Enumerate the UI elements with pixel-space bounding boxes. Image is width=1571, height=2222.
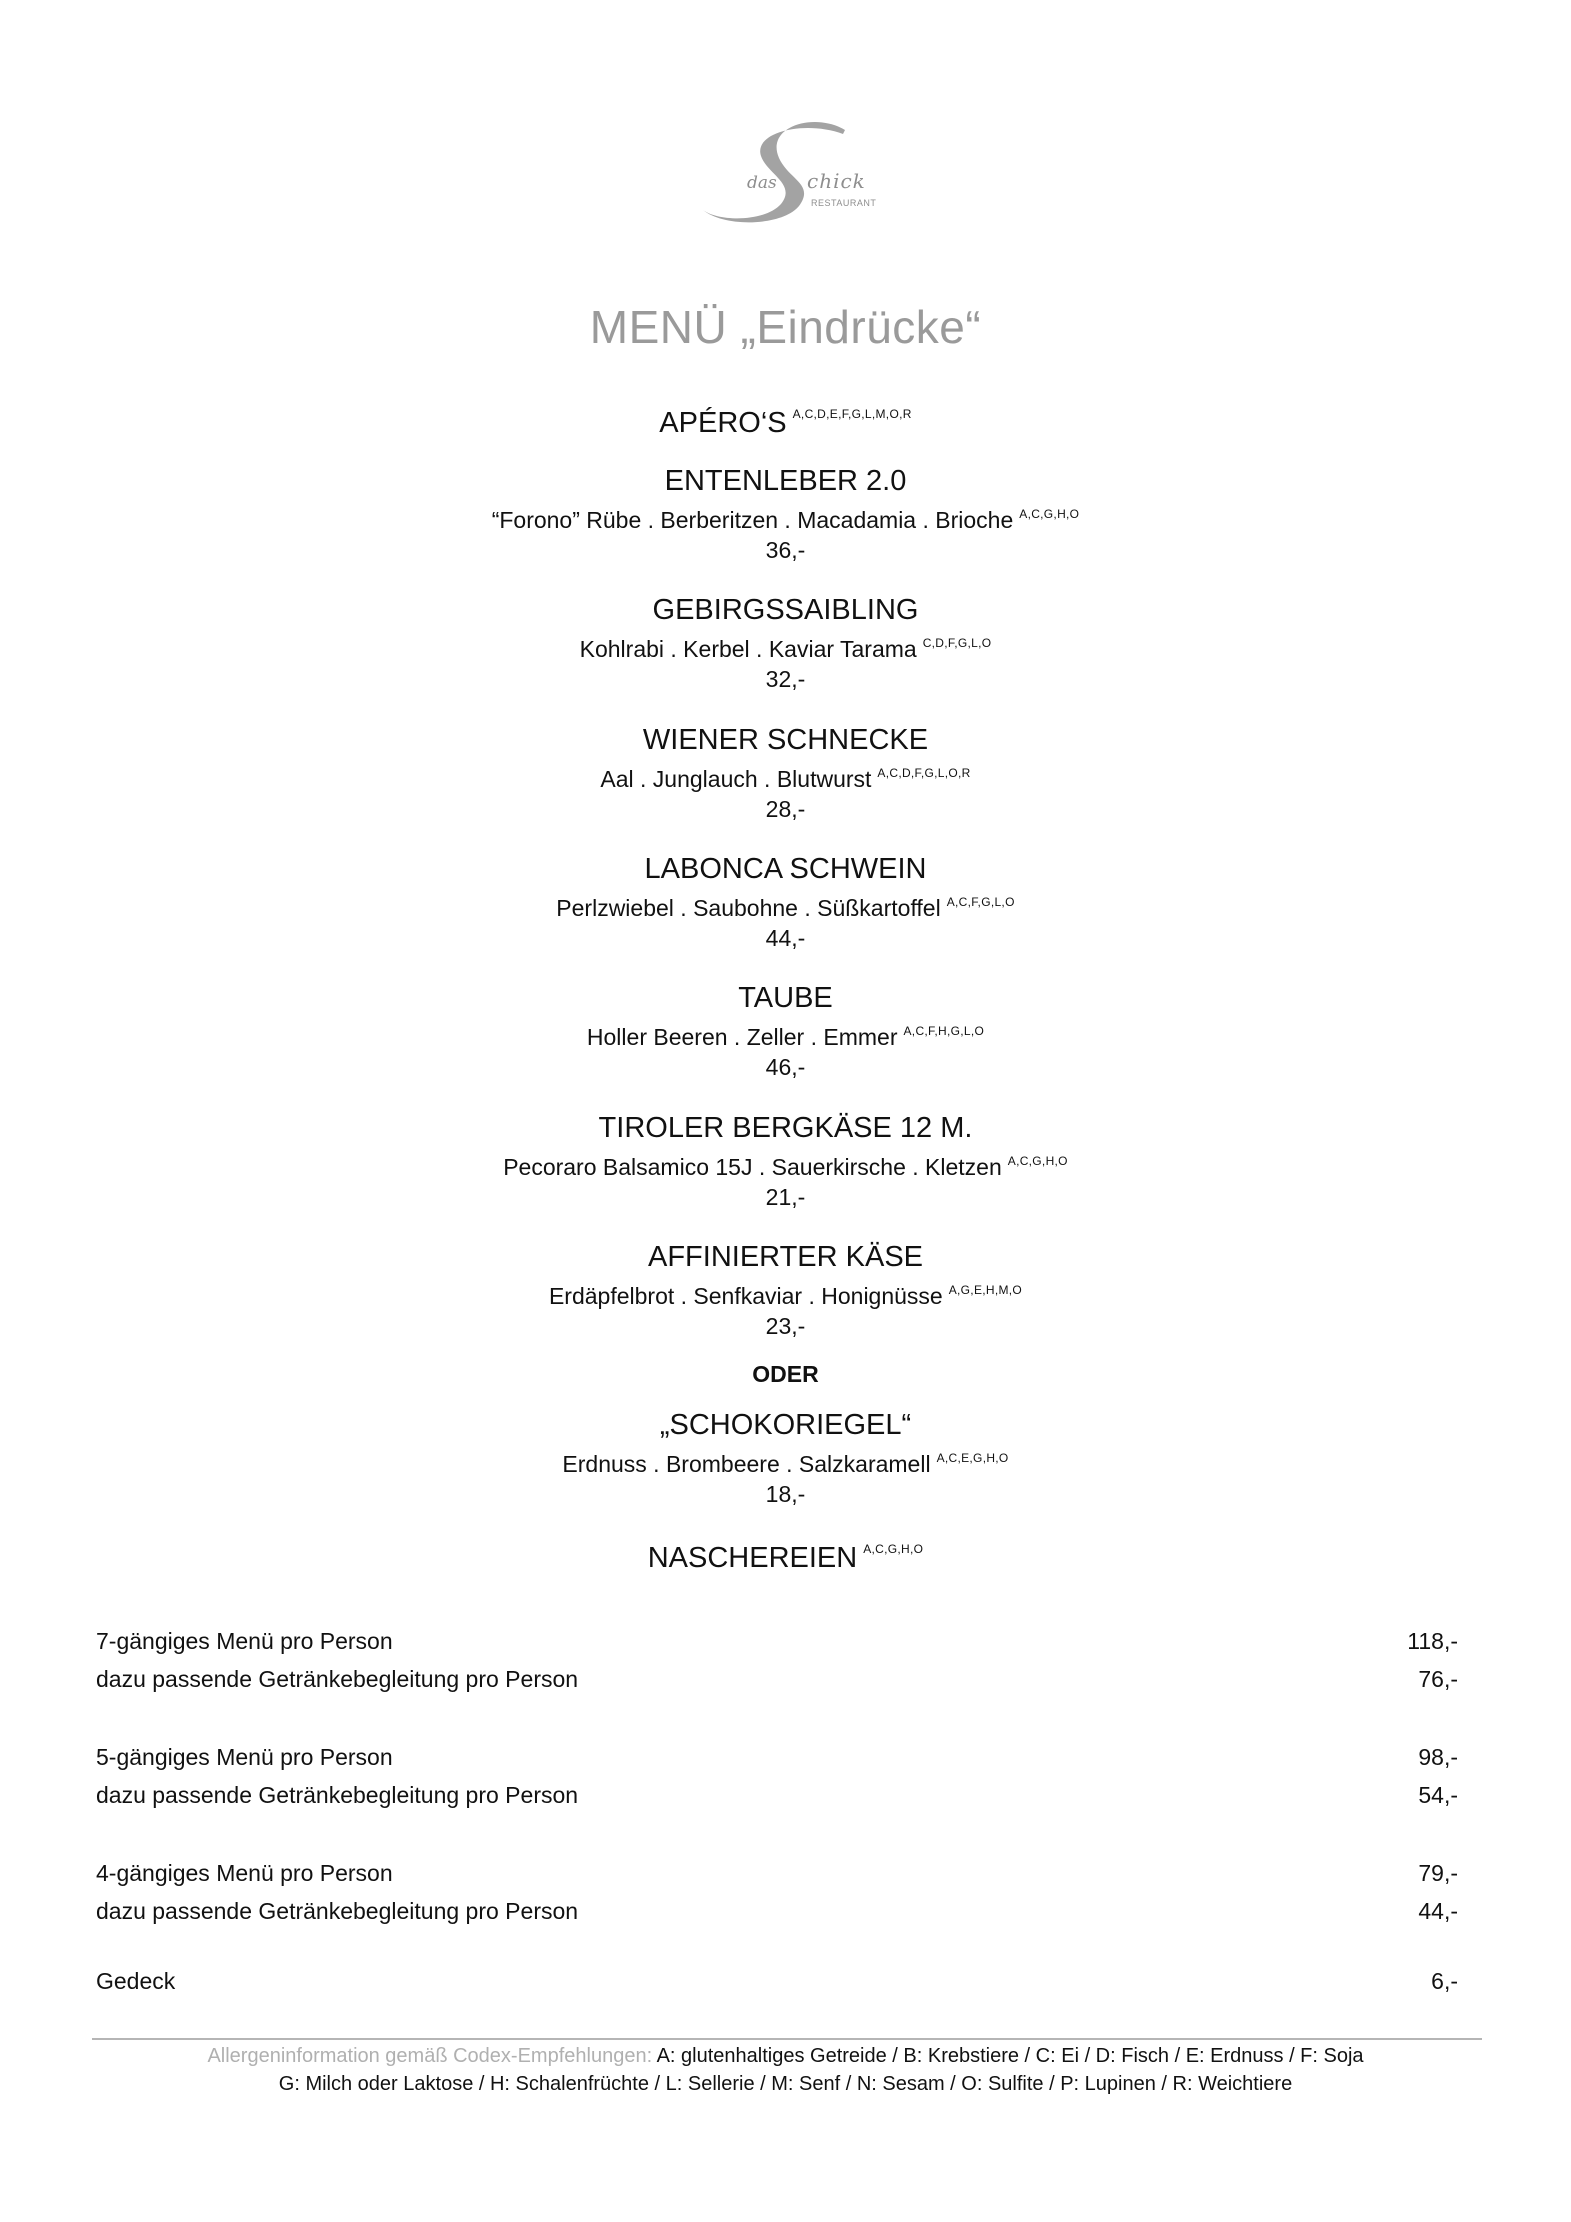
allergen-codes: C,D,F,G,L,O (922, 636, 992, 650)
course-name: WIENER SCHNECKE (642, 724, 929, 756)
course-name: APÉRO‘S (659, 407, 787, 439)
course-item (0, 980, 1571, 1083)
course-name: TIROLER BERGKÄSE 12 M. (598, 1112, 973, 1144)
pricing-row (96, 1968, 1458, 1998)
course-item (0, 722, 1571, 825)
course-name: AFFINIERTER KÄSE (647, 1241, 924, 1273)
course-description: Holler Beeren . Zeller . Emmer (586, 1024, 898, 1050)
pricing-row (96, 1744, 1458, 1774)
course-name: GEBIRGSSAIBLING (652, 594, 919, 626)
pricing-row (96, 1782, 1458, 1812)
allergen-legend-intro: Allergeninformation gemäß Codex-Empfehlungen: (207, 2045, 653, 2067)
course-name: NASCHEREIEN (647, 1542, 858, 1574)
allergen-codes: A,C,D,F,G,L,O,R (877, 766, 971, 780)
course-price: 23,- (765, 1313, 806, 1339)
course-item (0, 1110, 1571, 1213)
course-description: Perlzwiebel . Saubohne . Süßkartoffel (556, 895, 941, 921)
course-item (0, 1239, 1571, 1342)
das-schick-logo-icon (695, 118, 895, 230)
course-name: TAUBE (738, 982, 833, 1014)
allergen-codes: A,C,G,H,O (1019, 507, 1080, 521)
course-dessert (0, 1407, 1571, 1510)
pricing-label: 5-gängiges Menü pro Person (96, 1744, 393, 1770)
oder-label: ODER (752, 1361, 819, 1387)
course-item (0, 592, 1571, 695)
course-price: 21,- (765, 1184, 806, 1210)
allergen-codes: A,C,E,G,H,O (936, 1451, 1009, 1465)
pricing-label: dazu passende Getränkebegleitung pro Person (96, 1666, 579, 1692)
pricing-value: 54,- (1418, 1782, 1458, 1808)
course-description: “Forono” Rübe . Berberitzen . Macadamia . Brioche (491, 507, 1014, 533)
restaurant-logo (695, 118, 895, 230)
pricing-label: 4-gängiges Menü pro Person (96, 1860, 393, 1886)
allergen-codes: A,C,D,E,F,G,L,M,O,R (792, 407, 912, 421)
pricing-label: dazu passende Getränkebegleitung pro Person (96, 1898, 579, 1924)
course-item (0, 463, 1571, 566)
course-price: 44,- (765, 925, 806, 951)
course-price: 46,- (765, 1054, 806, 1080)
logo-das-text: das (747, 173, 777, 193)
pricing-row (96, 1666, 1458, 1696)
allergen-codes: A,C,F,G,L,O (946, 895, 1015, 909)
course-item (0, 851, 1571, 954)
allergen-legend-text: G: Milch oder Laktose / H: Schalenfrüchte / L: Sellerie / M: Senf / N: Sesam / O: Sulfite / P: Lupinen / R: Weichtiere (278, 2073, 1293, 2095)
allergen-codes: A,C,G,H,O (863, 1542, 924, 1556)
pricing-value: 44,- (1418, 1898, 1458, 1924)
course-name: LABONCA SCHWEIN (644, 853, 927, 885)
course-name: „SCHOKORIEGEL“ (659, 1409, 912, 1441)
course-name: ENTENLEBER 2.0 (664, 465, 907, 497)
course-description: Kohlrabi . Kerbel . Kaviar Tarama (579, 636, 917, 662)
footer-divider (92, 2038, 1482, 2040)
pricing-row (96, 1860, 1458, 1890)
pricing-value: 118,- (1407, 1628, 1458, 1654)
course-price: 28,- (765, 796, 806, 822)
allergen-codes: A,C,G,H,O (1007, 1154, 1068, 1168)
pricing-value: 6,- (1431, 1968, 1458, 1994)
pricing-value: 98,- (1418, 1744, 1458, 1770)
allergen-codes: A,C,F,H,G,L,O (903, 1024, 985, 1038)
course-description: Aal . Junglauch . Blutwurst (600, 766, 872, 792)
pricing-value: 76,- (1418, 1666, 1458, 1692)
pricing-value: 79,- (1418, 1860, 1458, 1886)
pricing-label: Gedeck (96, 1968, 176, 1994)
allergen-legend-text: A: glutenhaltiges Getreide / B: Krebstiere / C: Ei / D: Fisch / E: Erdnuss / F: Soja (656, 2045, 1364, 2067)
allergen-legend-line-1 (0, 2045, 1571, 2068)
course-description: Erdäpfelbrot . Senfkaviar . Honignüsse (548, 1283, 943, 1309)
pricing-row (96, 1898, 1458, 1928)
course-description: Pecoraro Balsamico 15J . Sauerkirsche . Kletzen (503, 1154, 1002, 1180)
allergen-legend-line-2 (0, 2073, 1571, 2096)
allergen-codes: A,G,E,H,M,O (948, 1283, 1023, 1297)
logo-schick-text: chick (807, 169, 866, 193)
course-price: 36,- (765, 537, 806, 563)
course-price: 32,- (765, 666, 806, 692)
logo-restaurant-text: RESTAURANT (811, 198, 877, 208)
menu-title: MENÜ „Eindrücke“ (589, 301, 982, 353)
course-description: Erdnuss . Brombeere . Salzkaramell (562, 1451, 931, 1477)
course-naschereien (0, 1531, 1571, 1576)
course-price: 18,- (765, 1481, 806, 1507)
course-apero (0, 396, 1571, 441)
pricing-row (96, 1628, 1458, 1658)
pricing-label: dazu passende Getränkebegleitung pro Person (96, 1782, 579, 1808)
pricing-label: 7-gängiges Menü pro Person (96, 1628, 393, 1654)
